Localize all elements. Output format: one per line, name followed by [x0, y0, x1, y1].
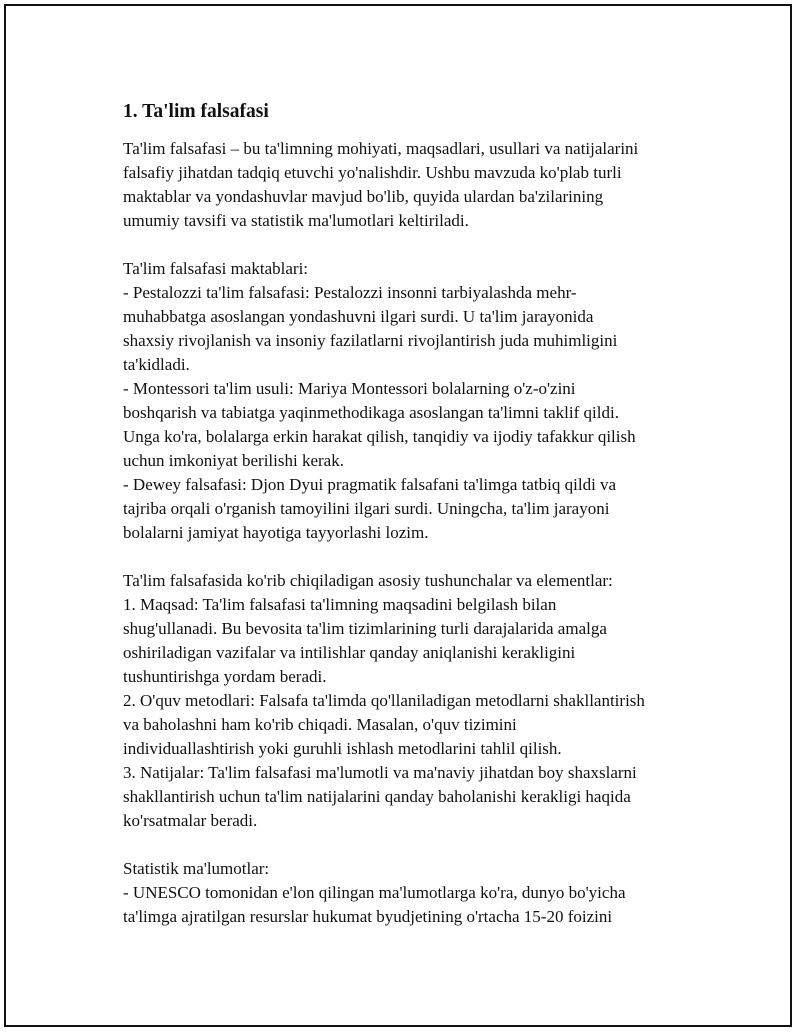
paragraph-line: - Pestalozzi ta'lim falsafasi: Pestalozzi insonni tarbiyalashda mehr-	[123, 283, 577, 302]
paragraph-line: individuallashtirish yoki guruhli ishlash metodlarini tahlil qilish.	[123, 739, 562, 758]
paragraph-gap	[123, 833, 693, 857]
paragraph-line: maktablar va yondashuvlar mavjud bo'lib, quyida ulardan ba'zilarining	[123, 187, 604, 206]
paragraph-line: Ta'lim falsafasi – bu ta'limning mohiyati, maqsadlari, usullari va natijalarini	[123, 139, 639, 158]
document-page	[4, 4, 792, 1027]
paragraph-line: tushuntirishga yordam beradi.	[123, 667, 327, 686]
paragraph-line: 1. Maqsad: Ta'lim falsafasi ta'limning maqsadini belgilash bilan	[123, 595, 557, 614]
paragraph-line: umumiy tavsifi va statistik ma'lumotlari keltiriladi.	[123, 211, 469, 230]
paragraph-line: falsafiy jihatdan tadqiq etuvchi yo'nalishdir. Ushbu mavzuda ko'plab turli	[123, 163, 622, 182]
paragraph-line: Ta'lim falsafasida ko'rib chiqiladigan asosiy tushunchalar va elementlar:	[123, 571, 613, 590]
document-content	[123, 99, 693, 929]
paragraph-line: - Montessori ta'lim usuli: Mariya Montessori bolalarning o'z-o'zini	[123, 379, 576, 398]
paragraph-line: boshqarish va tabiatga yaqinmethodikaga asoslangan ta'limni taklif qildi.	[123, 403, 619, 422]
paragraph-gap	[123, 545, 693, 569]
paragraph-line: uchun imkoniyat berilishi kerak.	[123, 451, 344, 470]
paragraph-line: 3. Natijalar: Ta'lim falsafasi ma'lumotli va ma'naviy jihatdan boy shaxslarni	[123, 763, 637, 782]
paragraph-line: tajriba orqali o'rganish tamoyilini ilgari surdi. Uningcha, ta'lim jarayoni	[123, 499, 610, 518]
paragraph-line: bolalarni jamiyat hayotiga tayyorlashi lozim.	[123, 523, 429, 542]
paragraph-line: shaxsiy rivojlanish va insoniy fazilatlarni rivojlantirish juda muhimligini	[123, 331, 618, 350]
paragraph-line: ko'rsatmalar beradi.	[123, 811, 258, 830]
paragraph-line: Unga ko'ra, bolalarga erkin harakat qilish, tanqidiy va ijodiy tafakkur qilish	[123, 427, 636, 446]
paragraph-line: Ta'lim falsafasi maktablari:	[123, 259, 309, 278]
document-body	[123, 137, 693, 929]
paragraph-line: - UNESCO tomonidan e'lon qilingan ma'lumotlarga ko'ra, dunyo bo'yicha	[123, 883, 626, 902]
paragraph-line: ta'kidladi.	[123, 355, 190, 374]
paragraph-line: shakllantirish uchun ta'lim natijalarini qanday baholanishi kerakligi haqida	[123, 787, 631, 806]
paragraph-gap	[123, 233, 693, 257]
paragraph-line: 2. O'quv metodlari: Falsafa ta'limda qo'llaniladigan metodlarni shakllantirish	[123, 691, 645, 710]
paragraph-line: ta'limga ajratilgan resurslar hukumat byudjetining o'rtacha 15-20 foizini	[123, 907, 613, 926]
paragraph-line: oshiriladigan vazifalar va intilishlar qanday aniqlanishi kerakligini	[123, 643, 576, 662]
paragraph-line: muhabbatga asoslangan yondashuvni ilgari surdi. U ta'lim jarayonida	[123, 307, 594, 326]
section-title: 1. Ta'lim falsafasi	[123, 101, 269, 122]
paragraph-line: va baholashni ham ko'rib chiqadi. Masalan, o'quv tizimini	[123, 715, 517, 734]
paragraph-line: shug'ullanadi. Bu bevosita ta'lim tizimlarining turli darajalarida amalga	[123, 619, 607, 638]
paragraph-line: Statistik ma'lumotlar:	[123, 859, 270, 878]
paragraph-line: - Dewey falsafasi: Djon Dyui pragmatik falsafani ta'limga tatbiq qildi va	[123, 475, 617, 494]
